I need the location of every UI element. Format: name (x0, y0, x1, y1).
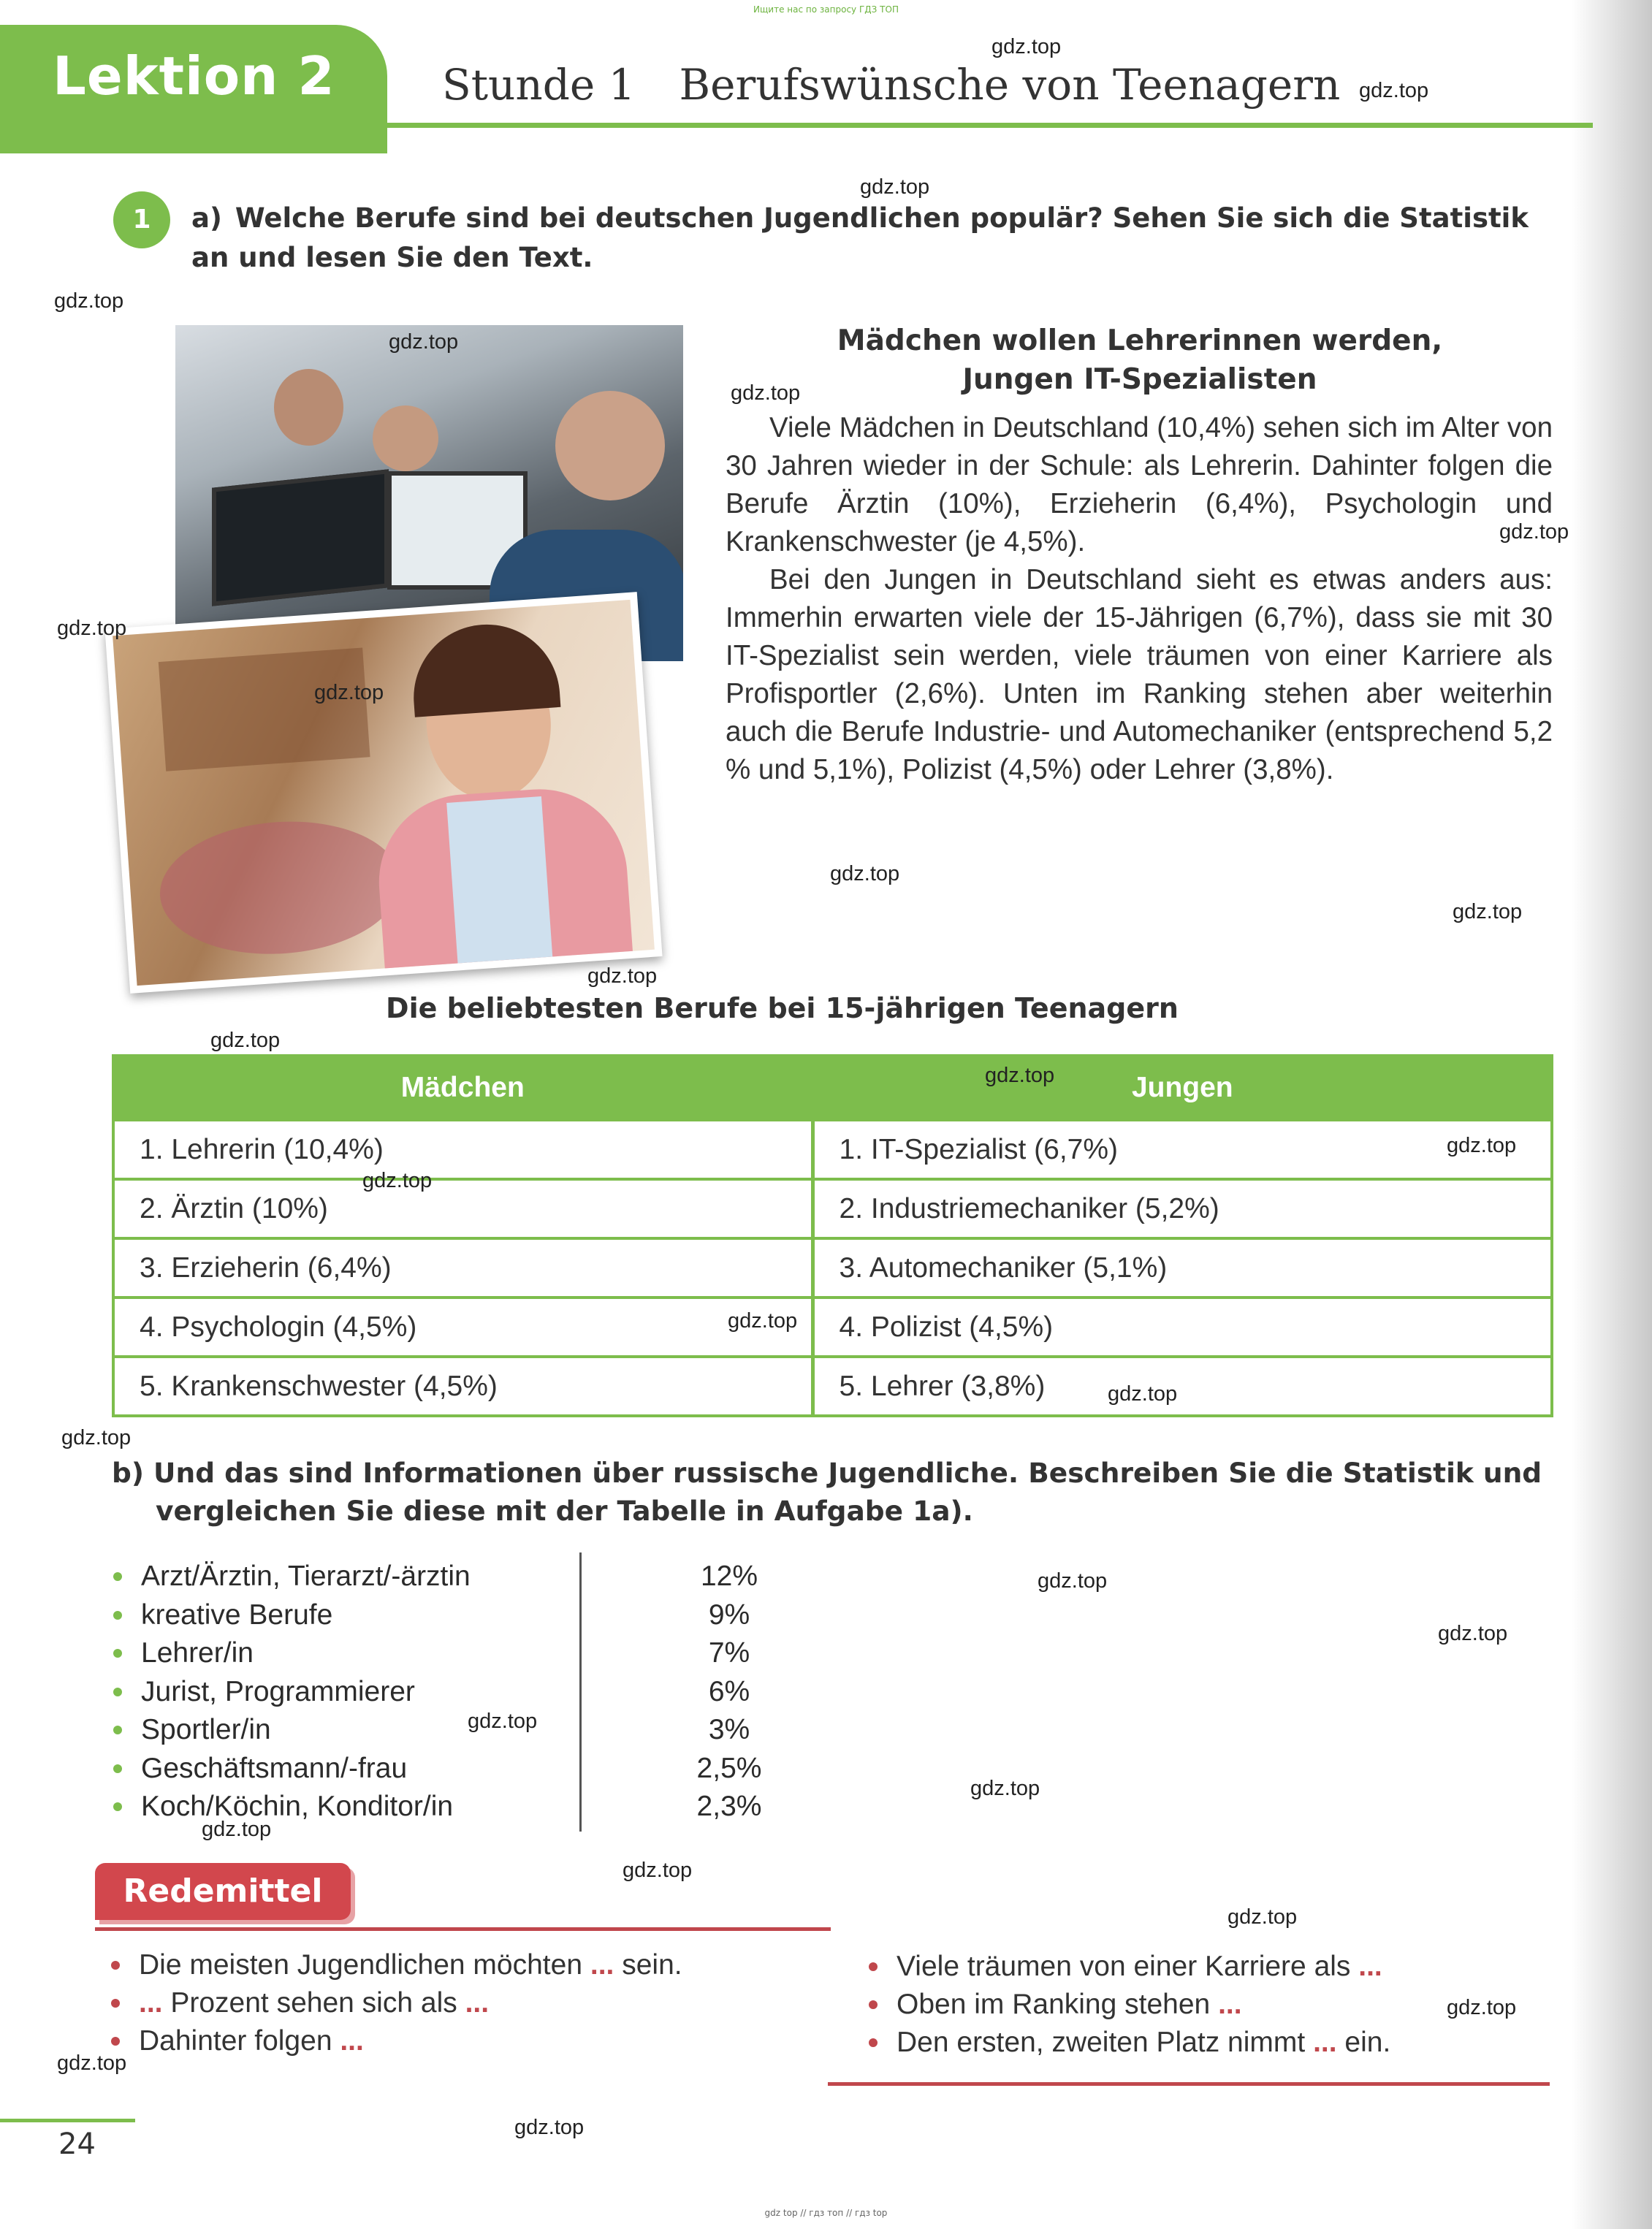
watermark: gdz.top (1453, 900, 1523, 923)
list-item (112, 1596, 769, 1635)
watermark: gdz.top (314, 681, 384, 704)
watermark: gdz.top (731, 381, 801, 405)
watermark: gdz.top (1227, 1905, 1298, 1929)
table-row (113, 1298, 1552, 1357)
list-item (867, 2024, 1561, 2062)
stat-label: Jurist, Programmierer (141, 1675, 415, 1707)
phrase-text: sein. (614, 1949, 682, 1981)
table-cell-girls: 3. Erzieherin (6,4%) (113, 1238, 812, 1298)
task-1b-marker: b) (112, 1457, 144, 1489)
table-title: Die beliebtesten Berufe bei 15-jährigen Teenagern (386, 992, 1179, 1024)
bottom-note: gdz top // гдз топ // гдз top (764, 2208, 888, 2218)
stat-label: Geschäftsmann/-frau (141, 1752, 408, 1784)
watermark: gdz.top (57, 617, 127, 640)
article-paragraph-2: Bei den Jungen in Deutschland sieht es etwas anders aus: Immerhin erwarten viele der 15-Jährigen (6,7%), dass sie mit 30 IT-Spezialist sein werden, viele träumen von einer Karriere als Profisportler (2,6%). Unten im Ranking stehen aber weiterhin auch die Berufe Industrie- und Automechaniker (entsprechend 5,2 % und 5,1%), Polizist (4,5%) oder Lehrer (3,8%). (726, 564, 1553, 785)
watermark: gdz.top (210, 1029, 281, 1052)
table-cell-girls: 5. Krankenschwester (4,5%) (113, 1357, 812, 1416)
page-edge-shadow (1572, 0, 1652, 2229)
table-cell-girls: 4. Psychologin (4,5%) (113, 1298, 812, 1357)
stat-value: 3% (708, 1714, 750, 1745)
stat-value: 2,3% (696, 1791, 762, 1822)
task-number-badge: 1 (113, 191, 170, 248)
stat-value: 12% (700, 1561, 758, 1592)
footer-rule (0, 2119, 135, 2122)
ellipsis: ... (340, 2025, 364, 2057)
stat-value: 6% (708, 1675, 750, 1707)
ellipsis: ... (1358, 1951, 1382, 1982)
lektion-title: Lektion 2 (53, 45, 335, 107)
list-item (112, 1711, 769, 1750)
table-cell-boys: 4. Polizist (4,5%) (812, 1298, 1552, 1357)
watermark: gdz.top (623, 1859, 693, 1882)
person-head (373, 405, 438, 471)
monitor-left (212, 469, 389, 606)
redemittel-heading: Redemittel (95, 1863, 351, 1920)
ellipsis: ... (1313, 2027, 1337, 2058)
stat-value: 9% (708, 1599, 750, 1631)
table-row (113, 1357, 1552, 1416)
list-item (110, 2022, 804, 2060)
list-item (112, 1673, 769, 1712)
header-rule (387, 123, 1593, 128)
task-1b-instruction (112, 1454, 1551, 1530)
article-title (731, 321, 1549, 399)
ellipsis: ... (590, 1949, 614, 1981)
list-item (112, 1634, 769, 1673)
watermark: gdz.top (860, 175, 930, 199)
photo-teacher (113, 600, 658, 988)
watermark: gdz.top (1438, 1622, 1508, 1645)
bullet-icon (111, 1961, 120, 1970)
list-item (867, 1948, 1561, 1986)
bullet-icon (111, 1999, 120, 2008)
watermark: gdz.top (985, 1064, 1055, 1087)
task-1a-text: Welche Berufe sind bei deutschen Jugendlichen populär? Sehen Sie sich die Statistik an und lesen Sie den Text. (191, 202, 1529, 273)
watermark: gdz.top (389, 330, 459, 354)
bullet-icon (113, 1611, 122, 1620)
watermark: gdz.top (970, 1777, 1040, 1800)
ellipsis: ... (465, 1987, 490, 2019)
watermark: gdz.top (54, 289, 124, 313)
stat-label: Arzt/Ärztin, Tierarzt/-ärztin (141, 1561, 471, 1592)
bullet-icon (113, 1764, 122, 1773)
task-1a-instruction (191, 199, 1550, 278)
stat-value: 7% (708, 1637, 750, 1669)
table-cell-girls: 2. Ärztin (10%) (113, 1179, 812, 1238)
article-paragraph-1: Viele Mädchen in Deutschland (10,4%) sehen sich im Alter von 30 Jahren wieder in der Schule: als Lehrerin. Dahinter folgen die Berufe Ärztin (10%), Erzieherin (6,4%), Psychologin und Krankenschwester (je 4,5%). (726, 412, 1553, 557)
article-body (726, 409, 1553, 789)
watermark: gdz.top (991, 35, 1062, 58)
watermark: gdz.top (728, 1309, 798, 1333)
task-1b-text: Und das sind Informationen über russische Jugendliche. Beschreiben Sie die Statistik und vergleichen Sie diese mit der Tabelle in Aufgabe 1a). (153, 1457, 1542, 1527)
bullet-icon (113, 1802, 122, 1811)
watermark: gdz.top (1359, 79, 1429, 102)
table-row (113, 1179, 1552, 1238)
list-item (112, 1558, 769, 1596)
watermark: gdz.top (202, 1818, 272, 1841)
stat-label: Sportler/in (141, 1714, 271, 1745)
article-title-line-2: Jungen IT-Spezialisten (962, 363, 1317, 396)
bullet-icon (111, 2037, 120, 2046)
stat-label: Koch/Köchin, Konditor/in (141, 1791, 454, 1822)
teacher-hair (409, 620, 561, 717)
bullet-icon (113, 1726, 122, 1734)
watermark: gdz.top (1447, 1996, 1517, 2019)
bullet-icon (869, 2038, 878, 2047)
stunde-title: Berufswünsche von Teenagern (679, 60, 1341, 110)
redemittel-rule-top (95, 1927, 831, 1931)
phrase-text: ein. (1336, 2027, 1391, 2058)
ellipsis: ... (139, 1987, 163, 2019)
photo-teacher-frame (104, 592, 662, 994)
stat-label: Lehrer/in (141, 1637, 254, 1669)
watermark: gdz.top (61, 1426, 132, 1449)
table-cell-girls: 1. Lehrerin (10,4%) (113, 1120, 812, 1179)
table-header-row (113, 1056, 1552, 1120)
table-row (113, 1120, 1552, 1179)
list-item (110, 1984, 804, 2022)
table-cell-boys: 3. Automechaniker (5,1%) (812, 1238, 1552, 1298)
top-note: Ищите нас по запросу ГДЗ ТОП (753, 4, 899, 15)
phrase-text: Dahinter folgen (139, 2025, 340, 2057)
ellipsis: ... (1218, 1989, 1242, 2020)
list-item (112, 1750, 769, 1788)
person-head (555, 391, 665, 500)
stunde-label: Stunde 1 (442, 60, 636, 110)
article-title-line-1: Mädchen wollen Lehrerinnen werden, (837, 324, 1443, 357)
bullet-icon (869, 2000, 878, 2009)
watermark: gdz.top (830, 862, 900, 885)
task-1a-marker: a) (191, 202, 222, 234)
bullet-icon (113, 1649, 122, 1658)
phrase-text: Prozent sehen sich als (162, 1987, 465, 2019)
phrase-text: Den ersten, zweiten Platz nimmt (897, 2027, 1314, 2058)
phrases-left (110, 1946, 804, 2060)
phrase-text: Viele träumen von einer Karriere als (897, 1951, 1359, 1982)
watermark: gdz.top (1038, 1569, 1108, 1593)
watermark: gdz.top (57, 2051, 127, 2075)
list-item (110, 1946, 804, 1984)
watermark: gdz.top (1499, 520, 1569, 544)
bullet-icon (869, 1962, 878, 1971)
watermark: gdz.top (1447, 1134, 1517, 1157)
bullet-icon (113, 1688, 122, 1696)
russian-stats-list (112, 1558, 769, 1826)
watermark: gdz.top (362, 1169, 433, 1192)
children-group (156, 814, 406, 962)
phrase-text: Die meisten Jugendlichen möchten (139, 1949, 590, 1981)
table-cell-boys: 2. Industriemechaniker (5,2%) (812, 1179, 1552, 1238)
stat-label: kreative Berufe (141, 1599, 333, 1631)
column-header-girls: Mädchen (113, 1056, 812, 1120)
stat-value: 2,5% (696, 1752, 762, 1784)
teacher-blouse (446, 796, 553, 971)
phrase-text: Oben im Ranking stehen (897, 1989, 1219, 2020)
career-ranking-table (112, 1054, 1553, 1417)
table-cell-boys: 1. IT-Spezialist (6,7%) (812, 1120, 1552, 1179)
watermark: gdz.top (587, 964, 658, 988)
watermark: gdz.top (1108, 1382, 1178, 1406)
column-header-boys: Jungen (812, 1056, 1552, 1120)
watermark: gdz.top (468, 1710, 538, 1733)
bullet-icon (113, 1572, 122, 1581)
table-cell-boys: 5. Lehrer (3,8%) (812, 1357, 1552, 1416)
classroom-board (159, 648, 370, 771)
person-head (274, 369, 343, 446)
table-row (113, 1238, 1552, 1298)
page-number: 24 (58, 2127, 96, 2161)
stunde-heading (442, 60, 1340, 110)
watermark: gdz.top (514, 2116, 585, 2139)
redemittel-rule-bottom (828, 2082, 1550, 2086)
